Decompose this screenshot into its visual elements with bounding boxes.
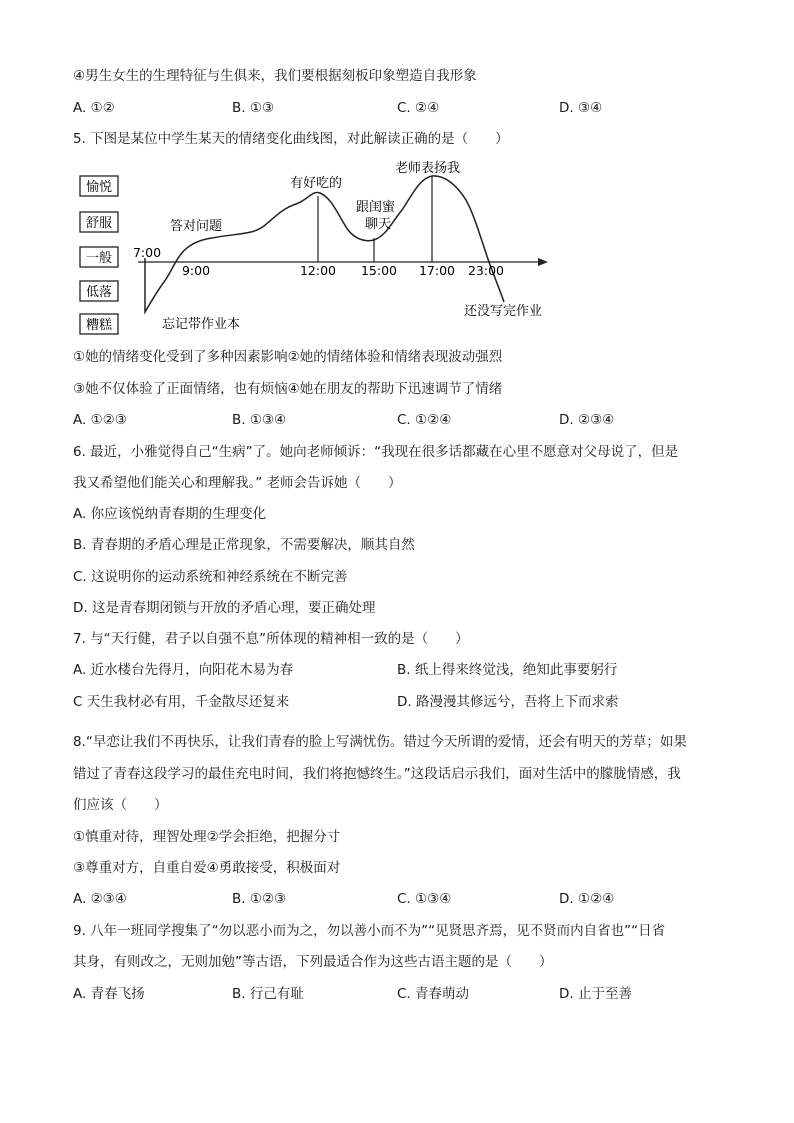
annotation-answered-question: 答对问题 [170,219,223,234]
time-label-2300: 23:00 [467,263,505,278]
annotation-chat-line1: 跟闺蜜 [356,200,396,215]
emotion-label-bad: 糟糕 [85,318,113,333]
annotation-forgot-homework-book: 忘记带作业本 [162,317,241,332]
q8-option-a: A. ②③④ [73,891,127,907]
q6-option-d: D. 这是青春期闭锁与开放的矛盾心理，要正确处理 [73,600,376,616]
emotion-label-normal: 一般 [85,251,113,266]
time-axis-arrow [538,258,548,266]
time-label-0900: 9:00 [181,263,211,278]
time-label-1700: 17:00 [418,263,456,278]
q7-stem: 7. 与“天行健，君子以自强不息”所体现的精神相一致的是（ ） [73,631,469,647]
q6-option-c: C. 这说明你的运动系统和神经系统在不断完善 [73,569,348,585]
q7-option-d: D. 路漫漫其修远兮，吾将上下而求索 [397,694,619,710]
time-label-1500: 15:00 [360,263,398,278]
q5-option-d: D. ②③④ [559,412,615,428]
q4-option-b: B. ①③ [232,100,275,116]
q9-option-b: B. 行己有耻 [232,986,304,1002]
emotion-label-low: 低落 [85,285,113,300]
q5-stem: 5. 下图是某位中学生某天的情绪变化曲线图，对此解读正确的是（ ） [73,131,509,147]
q8-stem-line2: 错过了青春这段学习的最佳充电时间，我们将抱憾终生。”这段话启示我们，面对生活中的朦胧情感，我 [73,766,681,782]
emotion-curve-figure [0,0,794,340]
q8-items-3-4: ③尊重对方，自重自爱④勇敢接受，积极面对 [73,860,341,876]
time-label-1200: 12:00 [299,263,337,278]
q5-items-3-4: ③她不仅体验了正面情绪，也有烦恼④她在朋友的帮助下迅速调节了情绪 [73,381,503,397]
q8-option-c: C. ①③④ [397,891,452,907]
q7-option-b: B. 纸上得来终觉浅，绝知此事要躬行 [397,662,618,678]
q5-option-a: A. ①②③ [73,412,127,428]
q8-option-d: D. ①②④ [559,891,615,907]
q6-stem-line2: 我又希望他们能关心和理解我。” 老师会告诉她（ ） [73,475,402,491]
q4-option-c: C. ②④ [397,100,440,116]
q4-item4: ④男生女生的生理特征与生俱来，我们要根据刻板印象塑造自我形象 [73,68,477,84]
annotation-teacher-praise: 老师表扬我 [395,161,461,176]
q5-option-b: B. ①③④ [232,412,287,428]
q6-option-b: B. 青春期的矛盾心理是正常现象，不需要解决，顺其自然 [73,537,415,553]
q8-option-b: B. ①②③ [232,891,287,907]
q6-option-a: A. 你应该悦纳青春期的生理变化 [73,506,267,522]
q8-items-1-2: ①慎重对待，理智处理②学会拒绝，把握分寸 [73,829,341,845]
q7-option-c: C 天生我材必有用，千金散尽还复来 [73,694,290,710]
q9-stem-line2: 其身，有则改之，无则加勉”等古语，下列最适合作为这些古语主题的是（ ） [73,954,553,970]
q8-stem-line1: 8.“早恋让我们不再快乐，让我们青春的脸上写满忧伤。错过今天所谓的爱情，还会有明天的芳草；如果 [73,734,687,750]
emotion-label-comfortable: 舒服 [85,216,113,231]
q5-items-1-2: ①她的情绪变化受到了多种因素影响②她的情绪体验和情绪表现波动强烈 [73,349,503,365]
q8-stem-line3: 们应该（ ） [73,797,168,813]
q9-option-c: C. 青春萌动 [397,986,470,1002]
q9-stem-line1: 9. 八年一班同学搜集了“勿以恶小而为之，勿以善小而不为”“见贤思齐焉，见不贤而内自省也”“日省 [73,923,666,939]
q6-stem-line1: 6. 最近，小雅觉得自己“生病”了。她向老师倾诉：“我现在很多话都藏在心里不愿意对父母说了，但是 [73,444,679,460]
time-label-0700: 7:00 [132,245,162,260]
q4-option-a: A. ①② [73,100,115,116]
q4-option-d: D. ③④ [559,100,603,116]
annotation-tasty-food: 有好吃的 [290,176,343,191]
emotion-label-joyful: 愉悦 [85,180,113,195]
q9-option-a: A. 青春飞扬 [73,986,145,1002]
q5-option-c: C. ①②④ [397,412,452,428]
q7-option-a: A. 近水楼台先得月，向阳花木易为春 [73,662,294,678]
q9-option-d: D. 止于至善 [559,986,632,1002]
emotion-scale [80,176,118,334]
annotation-unfinished-homework: 还没写完作业 [464,304,543,319]
emotion-curve [145,176,504,312]
annotation-chat-line2: 聊天 [365,217,392,232]
